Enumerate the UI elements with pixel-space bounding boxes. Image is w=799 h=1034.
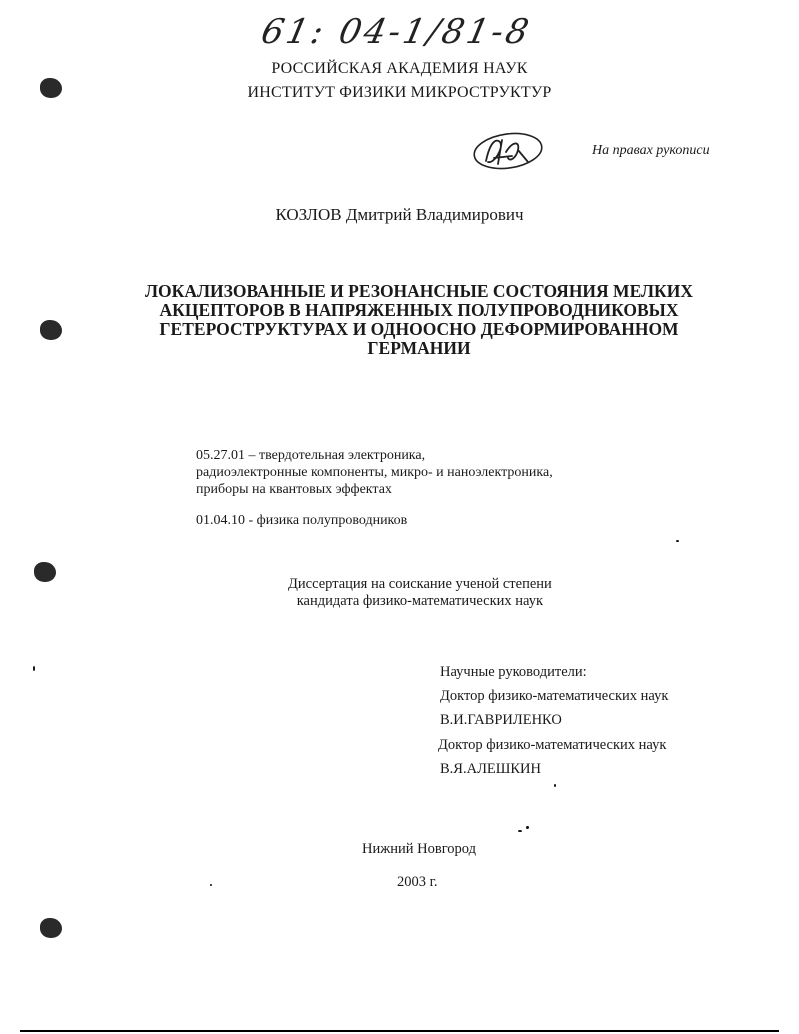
year: 2003 г.	[397, 874, 438, 890]
archive-code-handwritten: 61: 04-1/81-8	[257, 12, 536, 52]
title-line: ГЕТЕРОСТРУКТУРАХ И ОДНООСНО ДЕФОРМИРОВАННОМ	[159, 319, 679, 339]
scan-speck	[33, 666, 35, 671]
institute-name: ИНСТИТУТ ФИЗИКИ МИКРОСТРУКТУР	[247, 84, 552, 101]
specialty-line: приборы на квантовых эффектах	[196, 482, 392, 497]
signature-mark	[472, 128, 548, 174]
author-name: КОЗЛОВ Дмитрий Владимирович	[275, 205, 524, 224]
binder-hole	[34, 562, 56, 582]
binder-hole	[40, 918, 62, 938]
specialty-line: радиоэлектронные компоненты, микро- и наноэлектроника,	[196, 465, 553, 480]
title-line: ГЕРМАНИИ	[367, 338, 471, 358]
rights-note: На правах рукописи	[592, 143, 710, 158]
supervisor-1-name: В.И.ГАВРИЛЕНКО	[440, 712, 562, 728]
scan-speck	[210, 884, 212, 886]
scan-speck	[526, 826, 529, 829]
binder-hole	[40, 78, 62, 98]
supervisor-2-degree: Доктор физико-математических наук	[438, 737, 667, 753]
statement-line-2: кандидата физико-математических наук	[296, 593, 544, 609]
title-line: ЛОКАЛИЗОВАННЫЕ И РЕЗОНАНСНЫЕ СОСТОЯНИЯ МЕЛКИХ	[145, 281, 693, 301]
academy-name: РОССИЙСКАЯ АКАДЕМИЯ НАУК	[271, 60, 528, 77]
specialty-line: 05.27.01 – твердотельная электроника,	[196, 448, 426, 463]
dissertation-title	[139, 282, 699, 358]
scan-speck	[554, 784, 556, 787]
supervisor-2-name: В.Я.АЛЕШКИН	[440, 761, 541, 777]
statement-line-1: Диссертация на соискание ученой степени	[288, 576, 552, 592]
dissertation-statement	[288, 576, 552, 610]
scan-speck	[676, 540, 679, 542]
specialty-block-1	[196, 447, 553, 498]
page-bottom-edge	[20, 1030, 779, 1032]
title-line: АКЦЕПТОРОВ В НАПРЯЖЕННЫХ ПОЛУПРОВОДНИКОВЫХ	[159, 300, 679, 320]
city: Нижний Новгород	[362, 841, 477, 857]
scan-speck	[518, 830, 522, 832]
supervisor-1-degree: Доктор физико-математических наук	[440, 688, 669, 704]
supervisors-heading: Научные руководители:	[440, 664, 587, 680]
specialty-line-2: 01.04.10 - физика полупроводников	[196, 513, 408, 528]
binder-hole	[40, 320, 62, 340]
